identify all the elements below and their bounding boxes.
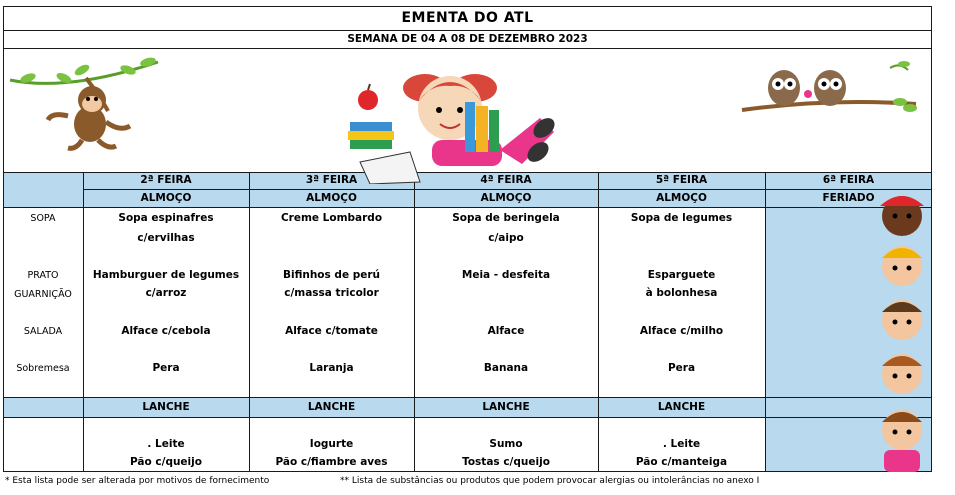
owls-illustration [740,58,920,120]
lanche-cell: . Leite Pão c/manteiga [635,438,728,468]
row-label-prato: PRATO [27,270,59,281]
day-header-friday: 6ª FEIRA [822,174,875,186]
menu-cell: Meia - desfeita [461,269,551,281]
menu-cell: Pera [152,362,180,374]
lanche-cell: . Leite Pão c/queijo [130,438,202,468]
row-label-guarnicao: GUARNIÇÃO [14,289,72,300]
meal-label-tuesday: ALMOÇO [306,192,357,204]
meal-label-thursday: ALMOÇO [656,192,707,204]
lanche-cell: Sumo Tostas c/queijo [462,438,550,468]
menu-cell: Creme Lombardo [280,212,383,224]
divider [3,207,932,208]
menu-cell: Banana [483,362,529,374]
lanche-label: LANCHE [482,401,530,413]
menu-cell: Alface [487,325,525,337]
menu-cell: Laranja [309,362,354,374]
lanche-label: LANCHE [142,401,190,413]
menu-cell: Bifinhos de perú c/massa tricolor [282,269,381,299]
lanche-cell: Iogurte Pão c/fiambre aves [275,438,388,468]
row-label-sobremesa: Sobremesa [16,363,70,374]
menu-cell: Sopa de beringela c/aipo [452,212,560,244]
day-header-tuesday: 3ª FEIRA [305,174,358,186]
divider [3,397,932,398]
divider [765,172,766,472]
divider [3,417,932,418]
row-label-salada: SALADA [23,326,63,337]
day-header-monday: 2ª FEIRA [140,174,192,186]
meal-label-wednesday: ALMOÇO [480,192,532,204]
lanche-label: LANCHE [307,401,356,413]
divider [3,48,932,49]
children-illustration [862,186,942,474]
menu-cell: Pera [667,362,696,374]
menu-cell: Sopa de legumes [630,212,733,224]
girl-reading-illustration [340,52,565,184]
page-title: EMENTA DO ATL [401,10,534,26]
menu-cell: Sopa espinafres c/ervilhas [118,212,214,244]
menu-cell: Alface c/cebola [121,325,211,337]
menu-cell: Esparguete à bolonhesa [645,269,718,299]
day-header-thursday: 5ª FEIRA [655,174,708,186]
footnote-allergens: ** Lista de substâncias ou produtos que podem provocar alergias ou intolerâncias no anexo I [340,476,760,486]
monkey-illustration [8,56,168,156]
row-label-sopa: SOPA [30,213,56,224]
menu-cell: Alface c/milho [639,325,724,337]
holiday-label-friday: FERIADO [822,192,875,204]
lanche-label: LANCHE [657,401,706,413]
menu-cell: Alface c/tomate [285,325,378,337]
meal-label-monday: ALMOÇO [140,192,192,204]
day-header-wednesday: 4ª FEIRA [480,174,532,186]
week-subtitle: SEMANA DE 04 A 08 DE DEZEMBRO 2023 [347,33,588,45]
footnote-supply: * Esta lista pode ser alterada por motivos de fornecimento [5,476,270,486]
menu-cell: Hamburguer de legumes c/arroz [92,269,240,299]
